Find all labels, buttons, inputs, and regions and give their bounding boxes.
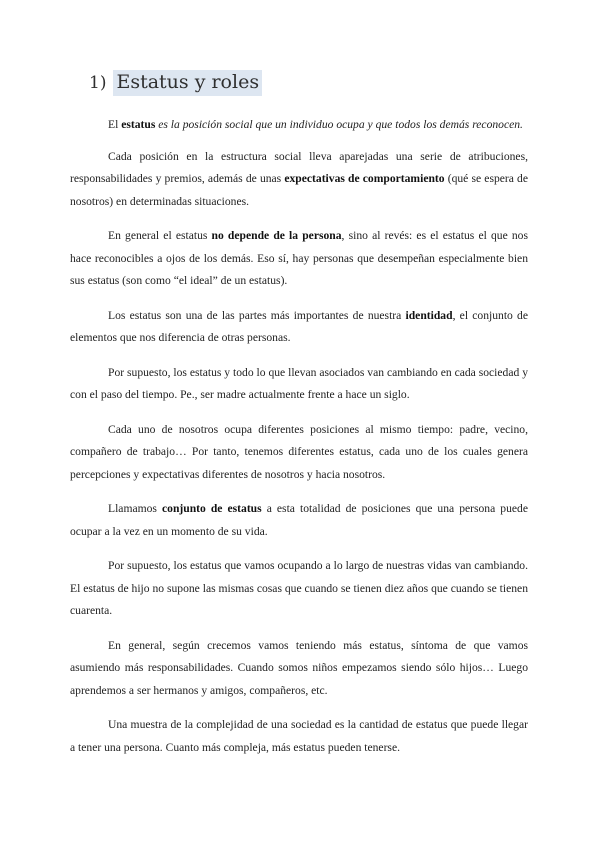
paragraph-text: En general, según crecemos vamos teniendo más estatus, síntoma de que vamos asumiendo más responsabilidades. Cuando somos niños empezamos siendo sólo hijos… Luego aprendemos a ser hermanos y amigos, compañeros, etc. <box>70 638 528 697</box>
bold-term: no depende de la persona <box>211 229 342 242</box>
section-heading <box>89 70 262 96</box>
paragraph[interactable] <box>70 498 528 543</box>
paragraph-text: Por supuesto, los estatus y todo lo que llevan asociados van cambiando en cada sociedad y con el paso del tiempo. Pe., ser madre actualmente frente a hace un siglo. <box>70 365 528 401</box>
paragraph[interactable] <box>70 225 528 293</box>
paragraph-text: En general el estatus <box>108 229 212 242</box>
paragraph[interactable] <box>70 714 528 759</box>
paragraph-text: a esta totalidad de posiciones que una persona puede ocupar a la vez en un momento de su vida. <box>70 502 528 538</box>
paragraph[interactable] <box>70 635 528 703</box>
paragraph-text: El <box>108 118 122 131</box>
paragraph[interactable] <box>70 362 528 407</box>
paragraph-text: Los estatus son una de las partes más importantes de nuestra <box>108 308 406 322</box>
paragraph-text: , el conjunto de elementos que nos diferencia de otras personas. <box>70 308 528 344</box>
body-text <box>70 114 528 771</box>
paragraph-text: Por supuesto, los estatus que vamos ocupando a lo largo de nuestras vidas van cambiando. El estatus de hijo no supone las mismas cosas que cuando se tienen diez años que cuando se tienen cuarenta. <box>70 559 528 617</box>
paragraph-text: , sino al revés: es el estatus el que nos hace reconocibles a ojos de los demás. Eso sí, hay personas que desempeñan especialmente bien sus estatus (son como “el ideal” de un estatus). <box>70 229 528 287</box>
paragraph-text: (qué se espera de nosotros) en determinadas situaciones. <box>70 172 529 208</box>
italic-text: es la posición social que un individuo ocupa y que todos los demás reconocen. <box>155 118 523 131</box>
paragraph-text: Llamamos <box>108 502 162 515</box>
paragraph[interactable] <box>70 419 528 487</box>
paragraph[interactable] <box>70 555 528 623</box>
paragraph-text: Una muestra de la complejidad de una sociedad es la cantidad de estatus que puede llegar a tener una persona. Cuanto más compleja, más estatus pueden tenerse. <box>70 718 528 754</box>
heading-number: 1) <box>89 73 107 93</box>
paragraph[interactable] <box>70 146 528 214</box>
bold-term: conjunto de estatus <box>162 502 262 515</box>
paragraph[interactable] <box>70 114 528 137</box>
paragraph-text: Cada uno de nosotros ocupa diferentes posiciones al mismo tiempo: padre, vecino, compañero de trabajo… Por tanto, tenemos diferentes estatus, cada uno de los cuales genera percepciones y expectativas diferentes de nosotros y hacia nosotros. <box>70 422 528 481</box>
paragraph-text: Cada posición en la estructura social lleva aparejadas una serie de atribuciones, responsabilidades y premios, además de unas <box>70 149 528 185</box>
bold-term: expectativas de comportamiento <box>284 172 445 185</box>
paragraph[interactable] <box>70 305 528 350</box>
bold-term: identidad <box>405 308 453 322</box>
heading-title[interactable]: Estatus y roles <box>113 70 262 96</box>
bold-term: estatus <box>121 118 156 131</box>
